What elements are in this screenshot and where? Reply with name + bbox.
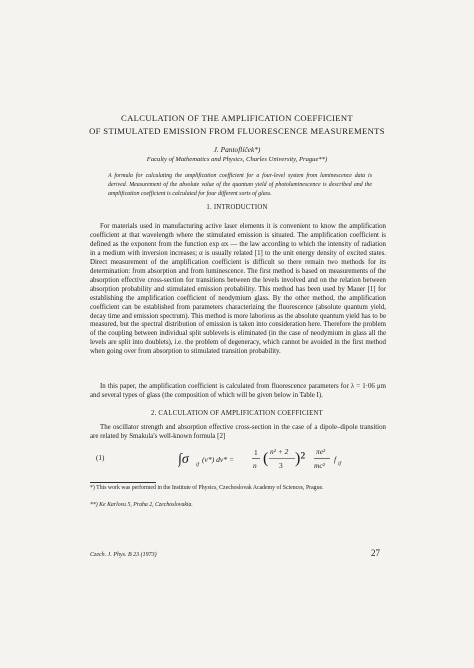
eq-frac2-den: 3 xyxy=(279,461,283,470)
eq-lhs-sub: if xyxy=(196,462,200,468)
journal-citation: Czech. J. Phys. B 23 (1973) xyxy=(90,552,157,558)
eq-frac3-den: mc² xyxy=(314,461,325,470)
eq-frac1-num: 1 xyxy=(254,448,258,457)
eq-lhs-rest: (ν*) dν* = xyxy=(202,455,235,464)
section-heading-introduction: 1. INTRODUCTION xyxy=(206,204,268,211)
paper-title-line-2: OF STIMULATED EMISSION FROM FLUORESCENCE MEASUREMENTS xyxy=(89,126,385,136)
eq-tail: f xyxy=(334,455,337,464)
footnote-divider xyxy=(90,482,156,483)
introduction-paragraph-2: In this paper, the amplification coefficient is calculated from fluorescence parameters for λ = 1·06 μm and several types of glass (the composition of which will be given below in Table I). xyxy=(90,383,386,399)
eq-frac1-den: n xyxy=(253,461,257,470)
section-heading-calculation: 2. CALCULATION OF AMPLIFICATION COEFFICIENT xyxy=(151,410,323,417)
equation-number: (1) xyxy=(96,454,105,462)
paper-title-line-1: CALCULATION OF THE AMPLIFICATION COEFFICIENT xyxy=(121,113,353,123)
equation-formula xyxy=(178,442,378,476)
eq-paren-close: )² xyxy=(295,450,306,467)
author-name: J. Pantoflíček*) xyxy=(213,145,261,154)
equation-1 xyxy=(90,442,386,476)
eq-paren-open: ( xyxy=(263,450,269,467)
eq-tail-sub: if xyxy=(338,461,342,467)
footnote-1: *) This work was performed in the Institute of Physics, Czechoslovak Academy of Sciences, Prague. xyxy=(90,485,324,491)
introduction-paragraph-1: For materials used in manufacturing active laser elements it is convenient to know the amplification coefficient at that wavelength where the stimulated emission is situated. The amplification coefficient is defined as the exponent from the function exp αx — the law according to which the intensity of radiation in a medium with inversion increases; α is usually related [1] to the unit energy density of excited states. Direct measurement of the amplification coefficient is difficult so there remain two methods for its determination: from absorption and from luminescence. The first method is based on measurements of the absorption effective cross-section for transitions between the levels involved and on the relation between absorption probability and stimulated emission probability. This method has been used by Mauer [1] for establishing the amplification coefficient of neodymium glass. By the other method, the amplification coefficient can be established from parameters characterizing the fluorescence (absolute quantum yield, decay time and emission spectrum). This method is more laborious as the absolute quantum yield has to be measured, but the spectral distribution of emission is taken into consideration here. Therefore the problem of the coupling between individual split sublevels is eliminated (in the case of neodymium in glass all the levels are split into doublets), i.e. the problem of degeneracy, which cannot be avoided in the first method when going over from absorption to stimulated transition probability. xyxy=(90,223,386,356)
footnote-2: **) Ke Karlovu 5, Praha 2, Czechoslovakia. xyxy=(90,502,193,508)
eq-frac3-num: πe² xyxy=(316,447,326,456)
author-affiliation: Faculty of Mathematics and Physics, Charles University, Prague**) xyxy=(146,156,328,163)
page-number: 27 xyxy=(371,548,380,558)
eq-frac2-num: n² + 2 xyxy=(270,447,289,456)
eq-integral: ∫σ xyxy=(178,452,189,467)
calculation-paragraph-1: The oscillator strength and absorption effective cross-section in the case of a dipole–dipole transition are related by Smakula's well-known formula [2] xyxy=(90,424,386,440)
abstract: A formula for calculating the amplification coefficient for a four-level system from luminescence data is derived. Measurement of the absolute value of the quantum yield of photoluminescence is described and the amplification coefficient is calculated for four different sorts of glass. xyxy=(108,173,372,197)
